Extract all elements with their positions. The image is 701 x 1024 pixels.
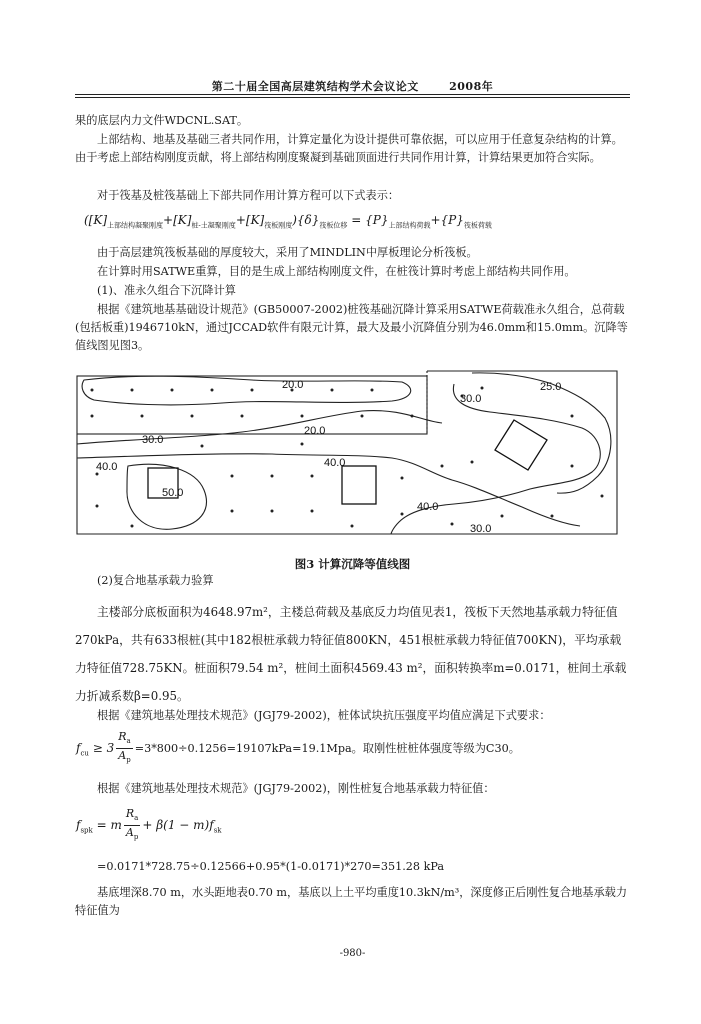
settlement-contour-figure [72,366,632,544]
paragraph-13: 基底埋深8.70 m，水头距地表0.70 m，基底以上土平均重度10.3kN/m³，深度修正后刚性复合地基承载力特征值为 [75,886,628,917]
eq1-sub-c: 筏板刚度 [264,221,293,230]
eq2-text: =3*800÷0.1256=19107kPa=19.1Mpa。取刚性桩桩体强度等级为C30。 [134,742,520,756]
paragraph-4: 由于高层建筑筏板基础的厚度较大，采用了MINDLIN中厚板理论分析筏板。 [97,246,478,259]
core-wall-center [342,466,376,504]
paragraph-11: 根据《建筑地基处理技术规范》(JGJ79-2002)，刚性桩复合地基承载力特征值： [97,782,495,795]
calc-result: =0.0171*728.75÷0.12566+0.95*(1-0.0171)*270=351.28 kPa [97,860,445,873]
eq1-sub-f: 筏板荷载 [463,221,492,230]
core-wall-right [495,420,547,470]
header-rule-thick [75,94,630,95]
conference-title: 第二十届全国高层建筑结构学术会议论文 [211,80,419,93]
equation-pile-strength: $f_{cu} \ge 3$ $\frac{R_a}{A_p}$ =3*800÷0.1256=19107kPa=19.1Mpa。取刚性桩桩体强度等级为C30。 [76,730,520,765]
eq1-sub-b: 桩-土凝聚刚度 [191,221,236,230]
figure-caption: 图3 计算沉降等值线图 [294,557,411,571]
paragraph-1: 果的底层内力文件WDCNL.SAT。 [75,114,249,127]
paragraph-7: 根据《建筑地基基础设计规范》(GB50007-2002)桩筏基础沉降计算采用SATWE荷载准永久组合，总荷载(包括板重)1946710kN，通过JCCAD软件有限元计算，最大及最小沉降值分别为46.0mm和15.0mm。沉降等值线图见图3。 [75,303,628,352]
contour-label: 50.0 [162,487,184,499]
upper-left-raft-outline [77,376,427,434]
contour-label: 40.0 [324,457,346,469]
eq1-sub-e: 上部结构荷载 [388,221,431,230]
equation-composite-capacity: $f_{spk} = m$ $\frac{R_a}{A_p}$ + $\beta(1 - m)f_{sk}$ [76,807,222,842]
contour-label: 40.0 [417,501,439,513]
contour-label: 30.0 [460,393,482,405]
paragraph-3: 对于筏基及桩筏基础上下部共同作用计算方程可以下式表示： [97,189,400,202]
contour-label: 20.0 [282,379,304,391]
eq1-sub-d: 筏板位移 [319,221,348,230]
header-rule-thin [75,97,630,98]
section-heading-2: (2)复合地基承载力验算 [97,574,214,587]
page-number: -980- [339,948,366,959]
paragraph-5: 在计算时用SATWE重算，目的是生成上部结构刚度文件，在桩筏计算时考虑上部结构共同作用。 [97,265,576,278]
contour-label: 40.0 [96,461,118,473]
header-year: 2008年 [449,80,494,93]
section-heading-1: (1)、准永久组合下沉降计算 [97,284,236,297]
paragraph-9: 主楼部分底板面积为4648.97m²，主楼总荷载及基底反力均值见表1，筏板下天然地基承载力特征值270kPa，共有633根桩(其中182根桩承载力特征值800KN，451根桩承载力特征值700KN)，平均承载力特征值728.75KN。桩面积79.54 m²，桩间土面积4569.43 m²，面积转换率m=0.0171，桩间土承载力折减系数β=0.95。 [75,605,627,703]
contour-label: 30.0 [142,434,164,446]
contour-label: 20.0 [304,425,326,437]
equation-interaction: $([K]_{上部结构凝聚刚度}+[K]_{桩-土凝聚刚度}+[K]_{筏板刚度})\{\delta\}_{筏板位移} = \{P\}_{上部结构荷载}+\{P\}_{筏板荷载}$ [84,213,492,230]
running-header [75,78,630,94]
paragraph-10: 根据《建筑地基处理技术规范》(JGJ79-2002)，桩体试块抗压强度平均值应满足下式要求： [97,709,551,722]
contour-label: 25.0 [540,381,562,393]
contour-20-lower [77,411,442,444]
eq1-sub-a: 上部结构凝聚刚度 [107,221,164,230]
contour-label: 30.0 [470,523,492,535]
paragraph-2: 上部结构、地基及基础三者共同作用，计算定量化为设计提供可靠依据，可以应用于任意复杂结构的计算。由于考虑上部结构刚度贡献，将上部结构刚度聚凝到基础顶面进行共同作用计算，计算结果更加符合实际。 [75,133,623,164]
raft-outline [77,371,617,534]
